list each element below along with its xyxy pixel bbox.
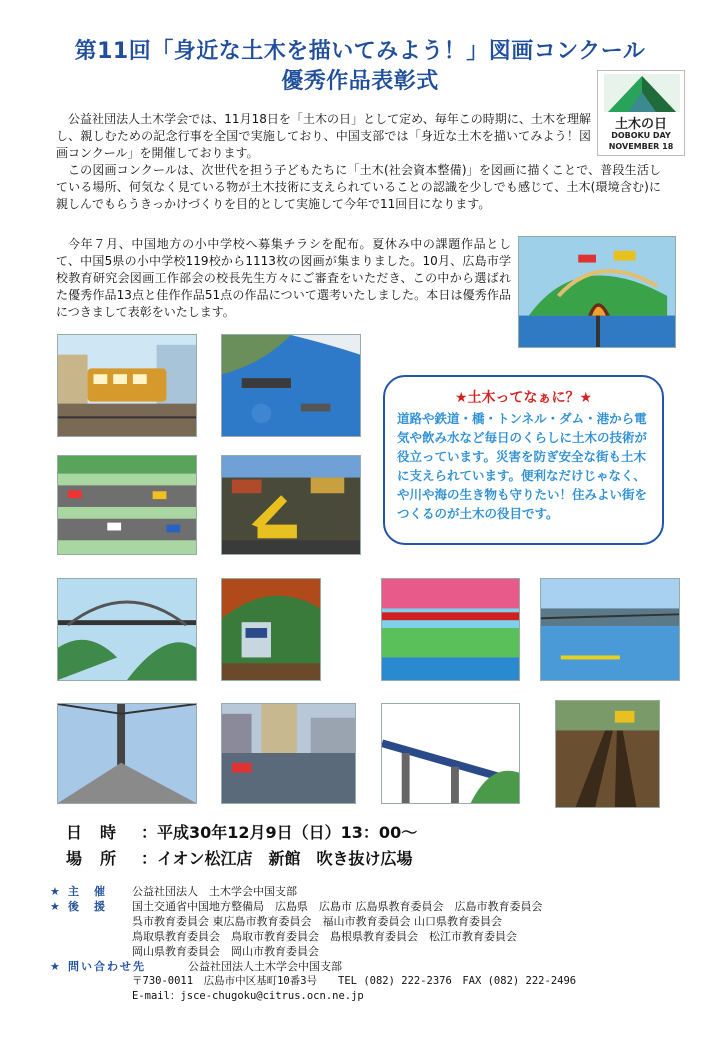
- page-title: 第11回「身近な土木を描いてみよう！」図画コンクール: [74, 39, 646, 64]
- event-date-label: 日時: [66, 823, 135, 842]
- event-place-label: 場所: [66, 849, 135, 868]
- callout-box: [383, 375, 664, 545]
- host-value: 公益社団法人 土木学会中国支部: [132, 885, 297, 898]
- artwork-arch-bridge: [57, 578, 197, 681]
- support-line: 岡山県教育委員会 岡山市教育委員会: [132, 945, 319, 958]
- support-row: [50, 899, 690, 914]
- event-date: [66, 820, 417, 843]
- doboku-day-logo: [597, 70, 685, 156]
- logo-en-line2: NOVEMBER 18: [608, 142, 674, 151]
- artwork-construction: [221, 455, 361, 555]
- artwork-river-town: [381, 578, 520, 681]
- artwork-tunnel-train: [221, 578, 321, 681]
- contact-email: E-mail：jsce-chugoku@citrus.ocn.ne.jp: [132, 990, 364, 1002]
- credits-section: [50, 884, 690, 1004]
- artwork-tunnel: [518, 236, 676, 348]
- results-paragraph: 今年７月、中国地方の小中学校へ募集チラシを配布。夏休み中の課題作品として、中国5県の小中学校119校から1113枚の図画が集まりました。10月、広島市学校教育研究会図画工作部会の校長先生方々にご審査をいただき、この中から選ばれた優秀作品13点と佳作作品51点の作品について選考いたしました。本日は優秀作品につきまして表彰をいたします。: [56, 237, 511, 319]
- logo-mountain-icon: [604, 74, 680, 112]
- contact-row: [50, 959, 690, 974]
- support-line: 呉市教育委員会 東広島市教育委員会 福山市教育委員会 山口県教育委員会: [132, 915, 502, 928]
- contact-address: 〒730-0011 広島市中区基町10番3号 TEL (082) 222-2376 FAX (082) 222-2496: [132, 975, 577, 987]
- star-icon: ★: [50, 885, 60, 898]
- support-label: 後 援: [68, 900, 107, 913]
- support-line: 鳥取県教育委員会 鳥取市教育委員会 島根県教育委員会 松江市教育委員会: [132, 930, 517, 943]
- artwork-train: [57, 334, 197, 437]
- callout-title: ★土木ってなぁに？★: [454, 390, 593, 406]
- artwork-suspension-bridge: [57, 703, 197, 804]
- artwork-city-road: [221, 703, 356, 804]
- star-icon: ★: [50, 900, 60, 913]
- logo-en-line1: DOBOKU DAY: [611, 131, 671, 140]
- logo-jp-text: 土木の日: [614, 117, 667, 132]
- star-icon: ★: [50, 960, 60, 973]
- event-place: [66, 846, 413, 869]
- artwork-rowing: [540, 578, 680, 681]
- host-row: [50, 884, 690, 899]
- artwork-highway: [57, 455, 197, 555]
- page-subtitle: 優秀作品表彰式: [281, 69, 439, 94]
- artwork-harbor: [221, 334, 361, 437]
- artwork-viaduct: [381, 703, 520, 804]
- host-label: 主 催: [68, 885, 107, 898]
- support-line: 国土交通省中国地方整備局 広島県 広島市 広島県教育委員会 広島市教育委員会: [132, 900, 543, 913]
- purpose-paragraph: この図画コンクールは、次世代を担う子どもたちに「土木(社会資本整備)」を図画に描くことで、普段生活している場所、何気なく見ている物が土木技術に支えられていることの認識を少しでも感じて、土木(環境含む)に親しんでもらうきっかけづくりを目的として実施して今年で11回目になります。: [56, 163, 661, 211]
- artwork-railway: [555, 700, 660, 808]
- contact-value: 公益社団法人土木学会中国支部: [188, 960, 342, 973]
- contact-label: 問い合わせ先: [68, 960, 146, 973]
- event-place-value: ：イオン松江店 新館 吹き抜け広場: [141, 849, 413, 868]
- intro-paragraph: 公益社団法人土木学会では、11月18日を「土木の日」として定め、毎年この時期に、土木を理解し、親しむための記念行事を全国で実施しており、中国支部では「身近な土木を描いてみよう！図画コンクール」を開催しております。: [56, 112, 591, 160]
- event-date-value: ：平成30年12月9日（日）13：00～: [141, 823, 418, 842]
- callout-body: 道路や鉄道・橋・トンネル・ダム・港から電気や飲み水など毎日のくらしに土木の技術が役立っています。災害を防ぎ安全な街も土木に支えられています。便利なだけじゃなく、や川や海の生き物も守りたい！住みよい街をつくるのが土木の役目です。: [397, 411, 648, 521]
